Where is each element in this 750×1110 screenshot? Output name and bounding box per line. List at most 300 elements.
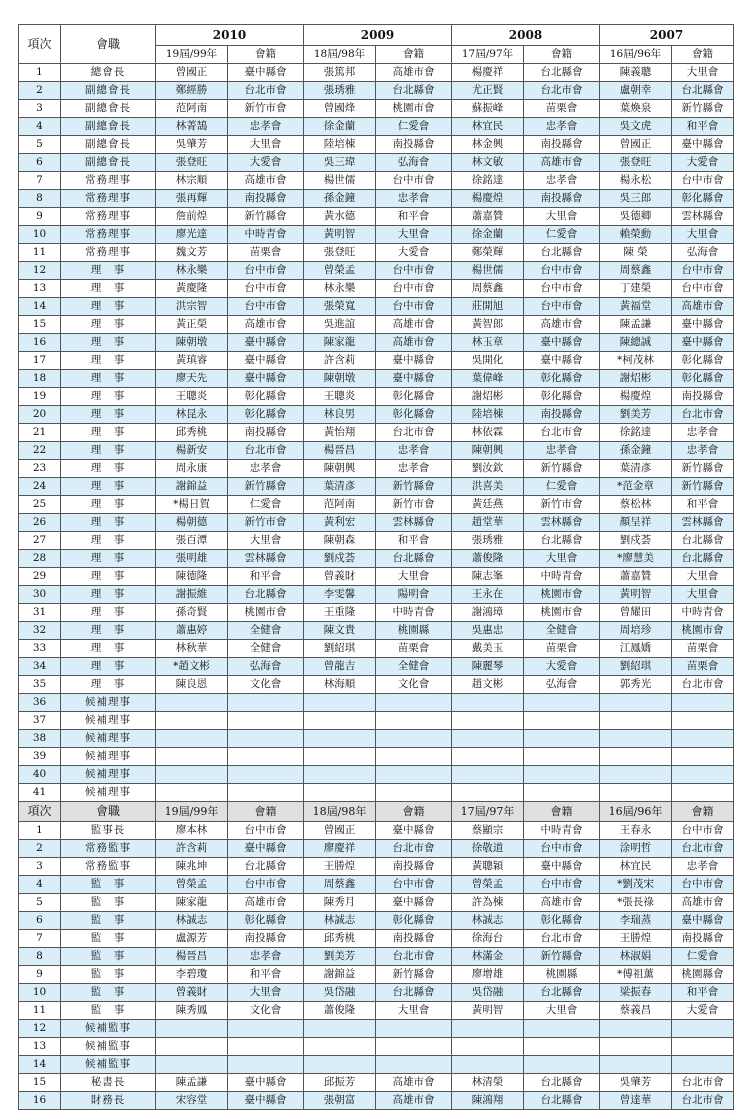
member-name-cell: 范阿南 [156, 100, 228, 118]
role-cell: 副總會長 [61, 136, 156, 154]
member-name-cell: 曾國正 [156, 64, 228, 82]
row-number: 19 [19, 388, 61, 406]
chapter-cell: 文化會 [228, 676, 304, 694]
chapter-cell: 忠孝會 [524, 118, 600, 136]
member-name-cell: 林海順 [304, 676, 376, 694]
chapter-cell: 台中市會 [524, 876, 600, 894]
chapter-cell: 弘海會 [228, 658, 304, 676]
role-cell: 監 事 [61, 912, 156, 930]
role-cell: 理 事 [61, 514, 156, 532]
chapter-cell: 大里會 [672, 226, 734, 244]
member-name-cell: 王勝煌 [600, 930, 672, 948]
chapter-cell: 臺中縣會 [672, 334, 734, 352]
member-name-cell: 謝錦益 [156, 478, 228, 496]
role-cell: 監 事 [61, 876, 156, 894]
supervisor-row [19, 984, 734, 1002]
member-name-cell: 林宜民 [452, 118, 524, 136]
role-cell: 副總會長 [61, 82, 156, 100]
member-name-cell: 吳三郎 [600, 190, 672, 208]
chapter-cell: 台中市會 [376, 172, 452, 190]
chapter-cell [228, 1038, 304, 1056]
chapter-cell [672, 784, 734, 802]
council-row [19, 262, 734, 280]
member-name-cell: 盧源芳 [156, 930, 228, 948]
member-name-cell: 林菁鵠 [156, 118, 228, 136]
member-name-cell: 徐銘達 [600, 424, 672, 442]
council-row [19, 316, 734, 334]
role-cell: 理 事 [61, 388, 156, 406]
member-name-cell: 徐金蘭 [452, 226, 524, 244]
member-name-cell: 黃明智 [304, 226, 376, 244]
row-number: 15 [19, 316, 61, 334]
council-row [19, 190, 734, 208]
col-header-role-2: 會職 [61, 802, 156, 822]
member-name-cell [600, 730, 672, 748]
member-name-cell: 張明雄 [156, 550, 228, 568]
term-header-2007: 16屆/96年 [600, 46, 672, 64]
member-name-cell: 丁建榮 [600, 280, 672, 298]
member-name-cell: 林金興 [452, 136, 524, 154]
member-name-cell: 蕭嘉贊 [452, 208, 524, 226]
row-number: 41 [19, 784, 61, 802]
member-name-cell: 林秋華 [156, 640, 228, 658]
chapter-cell: 桃園市會 [672, 622, 734, 640]
role-cell: 理 事 [61, 334, 156, 352]
role-cell: 副總會長 [61, 100, 156, 118]
row-number: 38 [19, 730, 61, 748]
row-number: 10 [19, 984, 61, 1002]
chapter-cell: 台中市會 [672, 822, 734, 840]
chapter-cell: 大愛會 [524, 658, 600, 676]
member-name-cell: 劉戍荟 [304, 550, 376, 568]
member-name-cell: 吳岱融 [452, 984, 524, 1002]
chapter-cell: 南投縣會 [228, 930, 304, 948]
year-header-2010: 2010 [156, 25, 304, 46]
chapter-cell: 中時青會 [672, 604, 734, 622]
chapter-cell: 苗栗會 [524, 100, 600, 118]
row-number: 9 [19, 208, 61, 226]
member-header-2007: 會籍 [672, 46, 734, 64]
member-name-cell: 劉美芳 [600, 406, 672, 424]
member-name-cell: 蔡顯宗 [452, 822, 524, 840]
chapter-cell: 忠孝會 [672, 858, 734, 876]
chapter-cell: 彰化縣會 [672, 352, 734, 370]
council-row [19, 226, 734, 244]
chapter-cell: 弘海會 [376, 154, 452, 172]
council-row [19, 172, 734, 190]
member-name-cell: 蕭惠婷 [156, 622, 228, 640]
member-header-2009-2: 會籍 [376, 802, 452, 822]
member-name-cell: 吳肇芳 [600, 1074, 672, 1092]
member-name-cell: 楊慶煌 [600, 388, 672, 406]
chapter-cell: 大里會 [672, 586, 734, 604]
member-name-cell: 吳岱融 [304, 984, 376, 1002]
member-name-cell: 廖增雄 [452, 966, 524, 984]
chapter-cell [524, 766, 600, 784]
role-cell: 常務理事 [61, 226, 156, 244]
member-name-cell: 曾國正 [304, 822, 376, 840]
member-name-cell [304, 694, 376, 712]
chapter-cell [524, 784, 600, 802]
member-name-cell [156, 712, 228, 730]
member-name-cell: *廖慧美 [600, 550, 672, 568]
supervisor-row [19, 1002, 734, 1020]
chapter-cell: 新竹縣會 [228, 478, 304, 496]
member-name-cell [156, 1038, 228, 1056]
role-cell: 監 事 [61, 894, 156, 912]
chapter-cell: 台北市會 [228, 82, 304, 100]
chapter-cell: 弘海會 [524, 676, 600, 694]
member-name-cell [304, 1056, 376, 1074]
member-name-cell [452, 1038, 524, 1056]
term-header-2009-2: 18屆/98年 [304, 802, 376, 822]
chapter-cell: 彰化縣會 [228, 388, 304, 406]
chapter-cell: 彰化縣會 [228, 912, 304, 930]
member-name-cell: 詹前煌 [156, 208, 228, 226]
chapter-cell [228, 730, 304, 748]
chapter-cell: 臺中縣會 [524, 334, 600, 352]
council-row [19, 640, 734, 658]
chapter-cell: 臺中縣會 [376, 822, 452, 840]
member-name-cell: 尤正賢 [452, 82, 524, 100]
chapter-cell: 新竹縣會 [672, 460, 734, 478]
chapter-cell: 台中市會 [376, 876, 452, 894]
row-number: 8 [19, 190, 61, 208]
row-number: 24 [19, 478, 61, 496]
member-name-cell: 涂明哲 [600, 840, 672, 858]
chapter-cell: 台北縣會 [672, 82, 734, 100]
row-number: 20 [19, 406, 61, 424]
chapter-cell: 弘海會 [672, 244, 734, 262]
role-cell: 理 事 [61, 406, 156, 424]
chapter-cell: 忠孝會 [376, 460, 452, 478]
member-name-cell [304, 784, 376, 802]
chapter-cell: 南投縣會 [228, 190, 304, 208]
role-cell: 理 事 [61, 424, 156, 442]
member-name-cell: 陳朝興 [452, 442, 524, 460]
role-cell: 副總會長 [61, 154, 156, 172]
row-number: 8 [19, 948, 61, 966]
chapter-cell: 南投縣會 [524, 190, 600, 208]
council-row [19, 208, 734, 226]
member-name-cell [304, 1038, 376, 1056]
member-name-cell: 陳鴻翔 [452, 1092, 524, 1110]
council-row [19, 82, 734, 100]
row-number: 23 [19, 460, 61, 478]
member-name-cell: 邱秀桃 [304, 930, 376, 948]
row-number: 21 [19, 424, 61, 442]
member-name-cell: 曾龍吉 [304, 658, 376, 676]
supervisor-section [19, 822, 734, 1110]
row-number: 26 [19, 514, 61, 532]
council-row [19, 622, 734, 640]
role-cell: 候補監事 [61, 1038, 156, 1056]
chapter-cell: 台中市會 [524, 298, 600, 316]
chapter-cell: 桃園市會 [524, 604, 600, 622]
member-name-cell: 陳朝墩 [304, 370, 376, 388]
member-name-cell: 廖本林 [156, 822, 228, 840]
chapter-cell [524, 1038, 600, 1056]
term-header-2008-2: 17屆/97年 [452, 802, 524, 822]
chapter-cell: 大里會 [524, 208, 600, 226]
row-number: 25 [19, 496, 61, 514]
chapter-cell: 忠孝會 [524, 172, 600, 190]
role-cell: 候補理事 [61, 784, 156, 802]
member-header-2010: 會籍 [228, 46, 304, 64]
chapter-cell: 台北縣會 [524, 532, 600, 550]
chapter-cell: 桃園縣會 [672, 966, 734, 984]
member-name-cell: 黃廷燕 [452, 496, 524, 514]
supervisor-row [19, 840, 734, 858]
term-header-2010-2: 19屆/99年 [156, 802, 228, 822]
role-cell: 副總會長 [61, 118, 156, 136]
chapter-cell: 台北縣會 [524, 1092, 600, 1110]
member-name-cell: 陳朝森 [304, 532, 376, 550]
member-name-cell: 廖光達 [156, 226, 228, 244]
chapter-cell: 台北縣會 [524, 244, 600, 262]
member-name-cell: *趙文彬 [156, 658, 228, 676]
member-name-cell [156, 748, 228, 766]
member-name-cell [156, 730, 228, 748]
member-name-cell: 葉清彥 [600, 460, 672, 478]
member-name-cell: 林滿金 [452, 948, 524, 966]
member-name-cell [304, 748, 376, 766]
member-name-cell: 陳家龍 [304, 334, 376, 352]
chapter-cell: 台北縣會 [228, 858, 304, 876]
supervisor-row [19, 876, 734, 894]
chapter-cell: 彰化縣會 [672, 190, 734, 208]
role-cell: 監 事 [61, 966, 156, 984]
chapter-cell: 苗栗會 [228, 244, 304, 262]
chapter-cell [672, 712, 734, 730]
role-cell: 理 事 [61, 640, 156, 658]
row-number: 16 [19, 334, 61, 352]
role-cell: 理 事 [61, 298, 156, 316]
chapter-cell: 台北縣會 [376, 82, 452, 100]
chapter-cell: 高雄市會 [524, 894, 600, 912]
chapter-cell [376, 730, 452, 748]
year-header-2007: 2007 [600, 25, 734, 46]
chapter-cell: 大里會 [524, 550, 600, 568]
member-name-cell [600, 748, 672, 766]
chapter-cell: 仁愛會 [524, 226, 600, 244]
chapter-cell: 新竹市會 [524, 496, 600, 514]
chapter-cell [376, 712, 452, 730]
supervisor-row [19, 822, 734, 840]
council-row [19, 406, 734, 424]
chapter-cell: 南投縣會 [672, 388, 734, 406]
row-number: 35 [19, 676, 61, 694]
member-name-cell: 張登旺 [156, 154, 228, 172]
member-name-cell: 林永樂 [304, 280, 376, 298]
member-name-cell: 陳總誠 [600, 334, 672, 352]
chapter-cell: 臺中縣會 [228, 1074, 304, 1092]
member-name-cell: 周培珍 [600, 622, 672, 640]
role-cell: 候補理事 [61, 730, 156, 748]
col-header-role: 會職 [61, 25, 156, 64]
role-cell: 監 事 [61, 984, 156, 1002]
chapter-cell [672, 748, 734, 766]
member-name-cell: 楊永松 [600, 172, 672, 190]
member-name-cell: 張登旺 [600, 154, 672, 172]
member-name-cell: 林良男 [304, 406, 376, 424]
member-name-cell: 陳德隆 [156, 568, 228, 586]
supervisor-row [19, 858, 734, 876]
chapter-cell [672, 694, 734, 712]
chapter-cell: 台北市會 [376, 424, 452, 442]
member-name-cell [304, 730, 376, 748]
row-number: 6 [19, 912, 61, 930]
member-name-cell: 謝振維 [156, 586, 228, 604]
chapter-cell: 台中市會 [376, 262, 452, 280]
member-name-cell: 黃智郎 [452, 316, 524, 334]
chapter-cell: 苗栗會 [672, 658, 734, 676]
row-number: 33 [19, 640, 61, 658]
member-name-cell: 陳孟謙 [600, 316, 672, 334]
chapter-cell: 高雄市會 [228, 316, 304, 334]
chapter-cell: 台北市會 [672, 1074, 734, 1092]
member-name-cell: 劉紹琪 [304, 640, 376, 658]
chapter-cell: 忠孝會 [376, 190, 452, 208]
member-name-cell: 孫金鐘 [600, 442, 672, 460]
member-name-cell: 廖天先 [156, 370, 228, 388]
chapter-cell: 台中市會 [228, 822, 304, 840]
row-number: 1 [19, 822, 61, 840]
member-name-cell: 周蔡鑫 [600, 262, 672, 280]
member-name-cell: 王聰炎 [304, 388, 376, 406]
chapter-cell: 和平會 [376, 208, 452, 226]
member-name-cell [452, 784, 524, 802]
chapter-cell: 和平會 [228, 966, 304, 984]
col-header-no: 項次 [19, 25, 61, 64]
member-name-cell: 郭秀光 [600, 676, 672, 694]
member-name-cell: *范金章 [600, 478, 672, 496]
chapter-cell: 台北市會 [376, 948, 452, 966]
member-name-cell: 曾耀田 [600, 604, 672, 622]
member-name-cell: 謝錦益 [304, 966, 376, 984]
chapter-cell: 桃園縣 [376, 622, 452, 640]
chapter-cell: 全健會 [524, 622, 600, 640]
member-name-cell: 張再輝 [156, 190, 228, 208]
role-cell: 監事長 [61, 822, 156, 840]
member-name-cell: 李碧瓊 [156, 966, 228, 984]
chapter-cell: 高雄市會 [228, 894, 304, 912]
role-cell: 監 事 [61, 1002, 156, 1020]
chapter-cell: 中時青會 [376, 604, 452, 622]
chapter-cell: 中時青會 [524, 822, 600, 840]
member-name-cell: 趙文彬 [452, 676, 524, 694]
member-name-cell [452, 766, 524, 784]
row-number: 34 [19, 658, 61, 676]
member-name-cell: 張百潭 [156, 532, 228, 550]
council-row [19, 676, 734, 694]
member-name-cell: 楊世儒 [304, 172, 376, 190]
chapter-cell: 南投縣會 [376, 858, 452, 876]
member-name-cell: 吳三瑋 [304, 154, 376, 172]
chapter-cell: 雲林縣會 [376, 514, 452, 532]
member-name-cell: *劉茂宋 [600, 876, 672, 894]
member-name-cell: 周永康 [156, 460, 228, 478]
member-header-2007-2: 會籍 [672, 802, 734, 822]
chapter-cell: 台中市會 [228, 280, 304, 298]
member-name-cell [156, 766, 228, 784]
member-name-cell: 蘇振峰 [452, 100, 524, 118]
chapter-cell: 仁愛會 [524, 478, 600, 496]
member-name-cell: 吳肇芳 [156, 136, 228, 154]
member-name-cell [452, 748, 524, 766]
member-name-cell [304, 712, 376, 730]
chapter-cell: 大里會 [228, 532, 304, 550]
role-cell: 理 事 [61, 568, 156, 586]
chapter-cell: 臺中縣會 [228, 370, 304, 388]
row-number: 2 [19, 82, 61, 100]
member-name-cell: 徐海台 [452, 930, 524, 948]
role-cell: 理 事 [61, 676, 156, 694]
member-name-cell: 劉汝欽 [452, 460, 524, 478]
member-name-cell: 楊慶煌 [452, 190, 524, 208]
council-row [19, 352, 734, 370]
chapter-cell [376, 766, 452, 784]
member-name-cell [156, 784, 228, 802]
chapter-cell: 臺中縣會 [228, 840, 304, 858]
chapter-cell: 和平會 [672, 984, 734, 1002]
member-header-2009: 會籍 [376, 46, 452, 64]
council-row [19, 766, 734, 784]
member-name-cell: 葉煥泉 [600, 100, 672, 118]
year-header-2008: 2008 [452, 25, 600, 46]
member-name-cell: 林清榮 [452, 1074, 524, 1092]
chapter-cell: 全健會 [376, 658, 452, 676]
chapter-cell: 臺中縣會 [228, 352, 304, 370]
chapter-cell: 台中市會 [228, 876, 304, 894]
chapter-cell: 大里會 [228, 984, 304, 1002]
chapter-cell: 全健會 [228, 622, 304, 640]
member-name-cell [156, 1020, 228, 1038]
chapter-cell: 仁愛會 [228, 496, 304, 514]
supervisor-row [19, 1038, 734, 1056]
member-name-cell: 廖慶祥 [304, 840, 376, 858]
role-cell: 理 事 [61, 370, 156, 388]
member-name-cell: 洪宗智 [156, 298, 228, 316]
member-name-cell: 洪喜美 [452, 478, 524, 496]
council-row [19, 100, 734, 118]
member-name-cell: 楊慶祥 [452, 64, 524, 82]
chapter-cell [228, 1056, 304, 1074]
chapter-cell: 雲林縣會 [672, 208, 734, 226]
chapter-cell: 大愛會 [672, 154, 734, 172]
member-name-cell: 曾國烽 [304, 100, 376, 118]
council-row [19, 280, 734, 298]
council-row [19, 136, 734, 154]
member-name-cell: 陳 榮 [600, 244, 672, 262]
chapter-cell: 台北縣會 [672, 550, 734, 568]
chapter-cell [376, 1038, 452, 1056]
role-cell: 候補監事 [61, 1020, 156, 1038]
row-number: 4 [19, 876, 61, 894]
member-name-cell: 蔡義昌 [600, 1002, 672, 1020]
member-name-cell: 王聰炎 [156, 388, 228, 406]
member-name-cell: 楊新安 [156, 442, 228, 460]
chapter-cell: 陽明會 [376, 586, 452, 604]
member-header-2008: 會籍 [524, 46, 600, 64]
chapter-cell: 彰化縣會 [672, 370, 734, 388]
council-row [19, 424, 734, 442]
chapter-cell: 新竹市會 [376, 496, 452, 514]
chapter-cell [524, 1020, 600, 1038]
chapter-cell: 台中市會 [228, 262, 304, 280]
chapter-cell: 台中市會 [376, 280, 452, 298]
member-name-cell: 陳良恩 [156, 676, 228, 694]
